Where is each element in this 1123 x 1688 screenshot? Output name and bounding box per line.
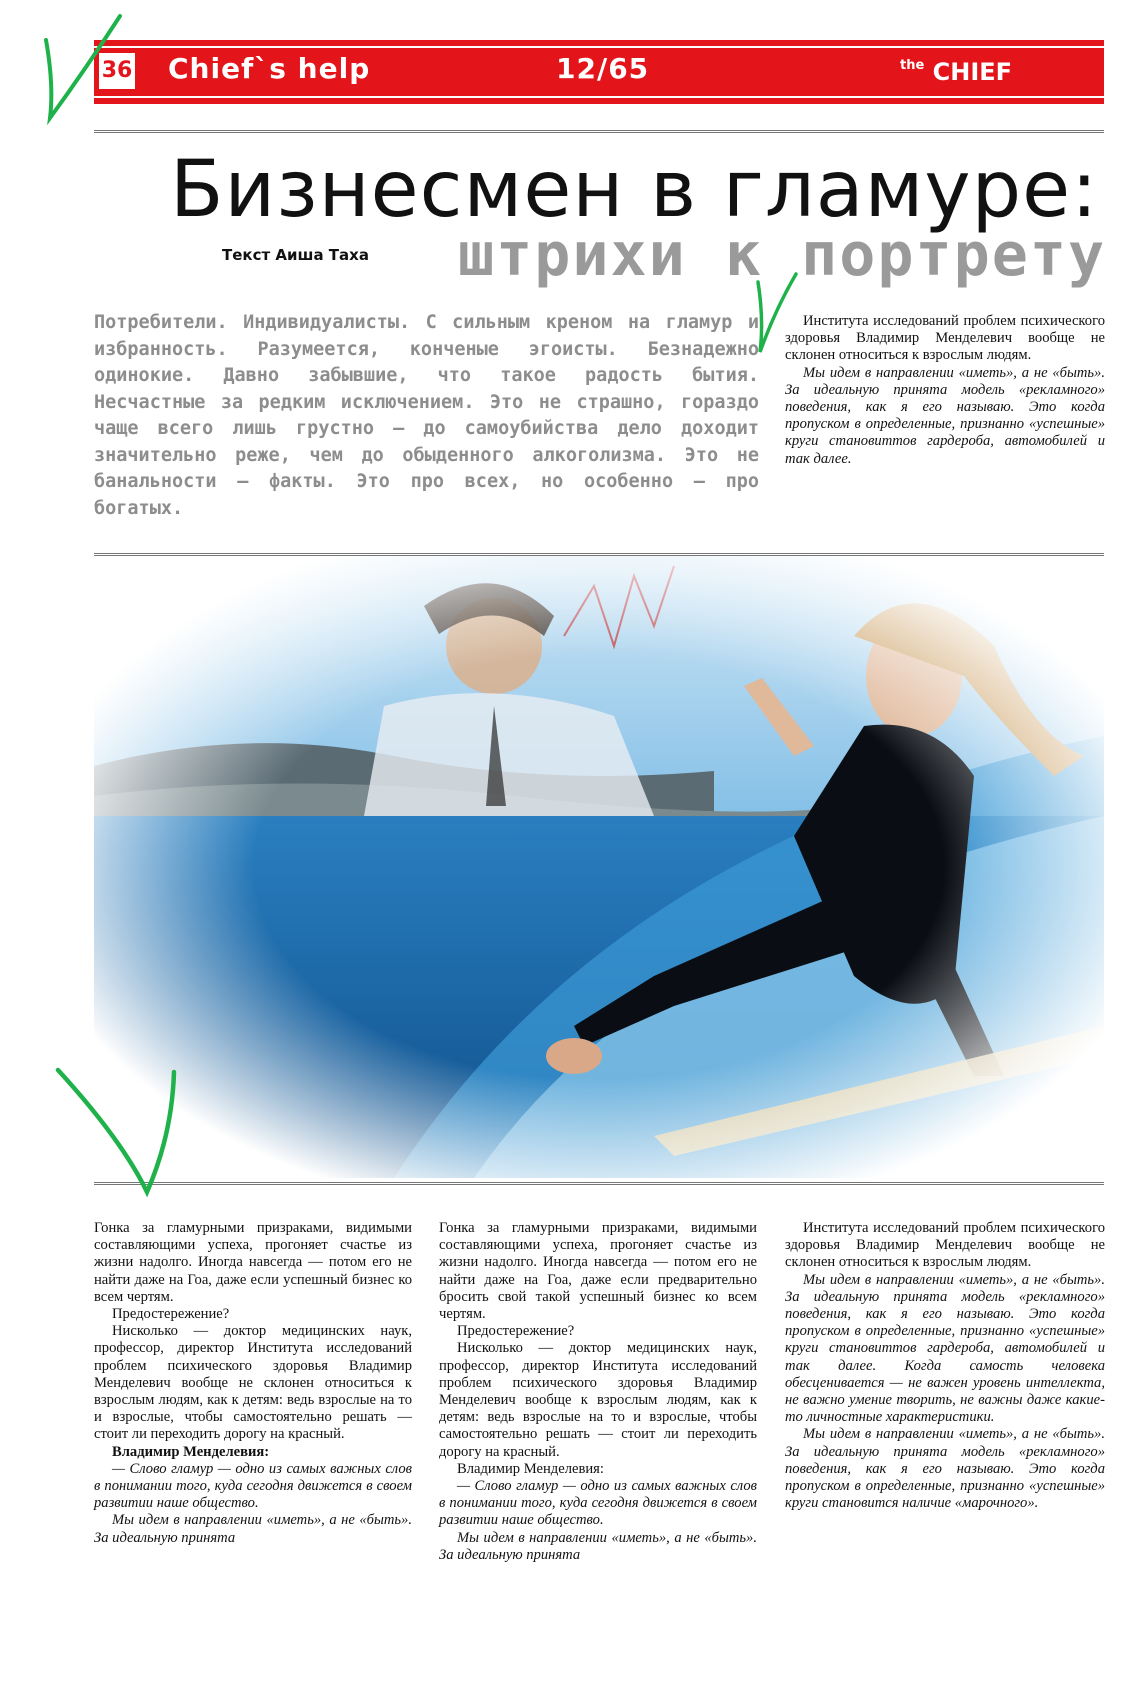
paragraph: Гонка за гламурными призраками, видимыми составляющими успеха, прогоняет счастье из жизни надолго. Иногда навсегда — потом его не найти даже на Гоа, даже если предварительно бросить свой такой успешный бизнес ко всем чертям.: [439, 1220, 757, 1323]
speaker-name: Владимир Менделевия:: [112, 1443, 270, 1460]
checkmark-icon: [52, 1060, 187, 1200]
paragraph: Гонка за гламурными призраками, видимыми составляющими успеха, прогоняет счастье из жизни надолго. Иногда навсегда — потом его не найти даже на Гоа, даже если успешный бизнес ко всем чертям.: [94, 1220, 412, 1305]
issue-number: 12/65: [556, 52, 650, 85]
divider: [94, 1182, 1104, 1185]
paragraph: Мы идем в направлении «иметь», а не «быть». За идеальную принята модель «рекламного» поведения, как я его называю. Это когда пропуском в определенные, признанно «успешные» круги становиттов гардероба, автомобилей и так далее. Когда самость человека обесценивается — не важен уровень интеллекта, не важно умение творить, не важны даже какие-то личностные характеристики.: [785, 1271, 1105, 1426]
lead-paragraph: Потребители. Индивидуалисты. С сильным креном на гламур и избранность. Разумеется, конченые эгоисты. Безнадежно одинокие. Давно забывшие, что такое радость бытия. Несчастные за редким исключением. Это не страшно, гораздо чаще всего лишь грустно — до самоубийства дело доходит значительно реже, чем до обыденного алкоголизма. Это не банальности — факты. Это про всех, но особенно — про богатых.: [94, 312, 759, 519]
paragraph: Мы идем в направлении «иметь», а не «быть». За идеальную принята модель «рекламного» поведения, как я его называю. Это когда пропуском в определенные, признанно «успешные» круги становится наличие «марочного».: [785, 1426, 1105, 1512]
brand-prefix: the: [900, 58, 925, 73]
divider: [94, 130, 1104, 133]
quote: Мы идем в направлении «иметь», а не «быть». За идеальную принята: [439, 1529, 757, 1563]
headline: Бизнесмен в гламуре:: [170, 145, 1099, 235]
paragraph: Нисколько — доктор медицинских наук, профессор, директор Института исследований проблем психического здоровья Владимир Менделевич вообще к взрослым людям, как к детям: ведь взрослые на то и взрослые, чтобы самостоятельно решать — стоит ли переходить дорогу на красный.: [439, 1340, 757, 1460]
paragraph: Института исследований проблем психического здоровья Владимир Менделевич вообще не склонен относиться к взрослым людям.: [785, 313, 1105, 364]
subheadline: штрихи к портрету: [458, 220, 1107, 290]
paragraph: Предостережение?: [112, 1306, 230, 1323]
top-right-column: [785, 313, 1105, 468]
quote: Мы идем в направлении «иметь», а не «быть». За идеальную принята: [94, 1512, 412, 1546]
paragraph: Предостережение?: [457, 1323, 575, 1340]
body-column-1: [94, 1220, 412, 1547]
article-photo: [94, 556, 1104, 1178]
section-title: Chief`s help: [168, 52, 371, 85]
paragraph: Института исследований проблем психического здоровья Владимир Менделевич вообще не склонен относиться к взрослым людям.: [785, 1220, 1105, 1271]
checkmark-icon: [40, 10, 130, 125]
brand-logo: [900, 58, 1012, 86]
quote: — Слово гламур — одно из самых важных слов в понимании того, куда сегодня движется в своем развитии наше общество.: [439, 1478, 757, 1529]
quote: — Слово гламур — одно из самых важных слов в понимании того, куда сегодня движется в своем развитии наше общество.: [94, 1460, 412, 1512]
paragraph: Нисколько — доктор медицинских наук, профессор, директор Института исследований проблем психического здоровья Владимир Менделевич вообще не склонен относиться к взрослым людям, как к детям: ведь взрослые на то и взрослые, чтобы самостоятельно решать — стоит ли переходить дорогу на красный.: [94, 1323, 412, 1443]
body-column-3: [785, 1220, 1105, 1512]
checkmark-icon: [750, 270, 800, 360]
page-number: 36: [97, 51, 137, 91]
byline: Текст Аиша Таха: [222, 246, 369, 264]
body-column-2: [439, 1220, 757, 1564]
paragraph: Мы идем в направлении «иметь», а не «быть». За идеальную принята модель «рекламного» поведения, как я его называю. Это когда пропуском в определенные, признанно «успешные» круги становиттов гардероба, автомобилей и так далее.: [785, 364, 1105, 467]
brand-name: CHIEF: [932, 58, 1013, 86]
speaker-name: Владимир Менделевия:: [457, 1460, 604, 1477]
